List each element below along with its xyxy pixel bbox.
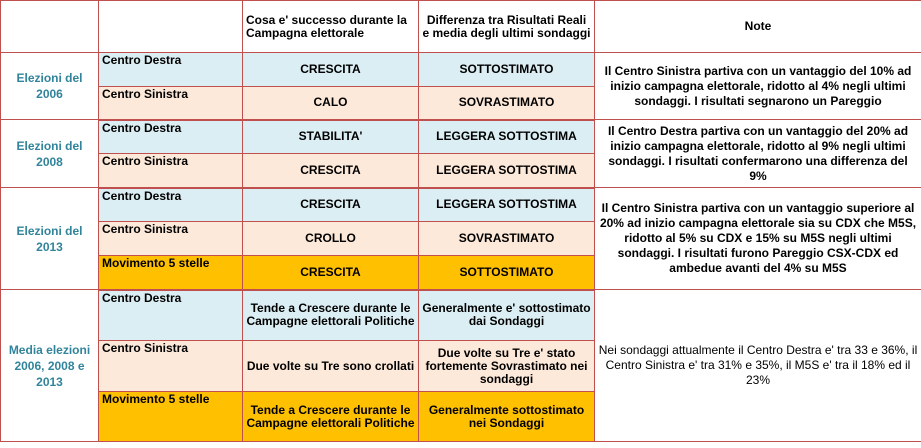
- group-label-media: Media elezioni 2006, 2008 e 2013: [1, 290, 99, 442]
- party-name: Centro Sinistra: [99, 341, 243, 392]
- party-name: Centro Destra: [99, 188, 243, 222]
- table-row: [1, 120, 921, 154]
- group-note-2008: Il Centro Destra partiva con un vantaggio del 20% ad inizio campagna elettorale, ridotto al 9% negli ultimi sondaggi. I risultati confermarono una differenza del 9%: [595, 120, 921, 188]
- difference-value: Generalmente e' sottostimato dai Sondaggi: [419, 290, 595, 341]
- campaign-value: Due volte su Tre sono crollati: [243, 341, 419, 392]
- header-row: [1, 1, 921, 53]
- difference-value: SOVRASTIMATO: [419, 87, 595, 120]
- campaign-value: CRESCITA: [243, 154, 419, 188]
- difference-value: LEGGERA SOTTOSTIMA: [419, 154, 595, 188]
- campaign-value: Tende a Crescere durante le Campagne elettorali Politiche: [243, 290, 419, 341]
- campaign-value: CROLLO: [243, 222, 419, 256]
- party-name: Movimento 5 stelle: [99, 256, 243, 290]
- campaign-value: CRESCITA: [243, 53, 419, 87]
- party-name: Centro Destra: [99, 120, 243, 154]
- party-name: Centro Sinistra: [99, 87, 243, 120]
- difference-value: SOTTOSTIMATO: [419, 256, 595, 290]
- party-name: Centro Destra: [99, 53, 243, 87]
- group-note-2006: Il Centro Sinistra partiva con un vantaggio del 10% ad inizio campagna elettorale, ridotto al 4% negli ultimi sondaggi. I risultati segnarono un Pareggio: [595, 53, 921, 120]
- campaign-value: CRESCITA: [243, 188, 419, 222]
- difference-value: SOVRASTIMATO: [419, 222, 595, 256]
- difference-value: Due volte su Tre e' stato fortemente Sovrastimato nei sondaggi: [419, 341, 595, 392]
- party-name: Movimento 5 stelle: [99, 392, 243, 442]
- header-notes: Note: [595, 1, 921, 53]
- header-campaign: Cosa e' successo durante la Campagna elettorale: [243, 1, 419, 53]
- party-name: Centro Sinistra: [99, 154, 243, 188]
- difference-value: LEGGERA SOTTOSTIMA: [419, 120, 595, 154]
- campaign-value: CRESCITA: [243, 256, 419, 290]
- header-empty-2: [99, 1, 243, 53]
- group-label-2013: Elezioni del 2013: [1, 188, 99, 290]
- table-row: [1, 53, 921, 87]
- group-note-media: Nei sondaggi attualmente il Centro Destra e' tra 33 e 36%, il Centro Sinistra e' tra 31% e 35%, il M5S e' tra il 18% ed il 23%: [595, 290, 921, 442]
- header-empty-1: [1, 1, 99, 53]
- campaign-value: STABILITA': [243, 120, 419, 154]
- group-label-2008: Elezioni del 2008: [1, 120, 99, 188]
- header-difference: Differenza tra Risultati Reali e media degli ultimi sondaggi: [419, 1, 595, 53]
- table-row: [1, 188, 921, 222]
- difference-value: LEGGERA SOTTOSTIMA: [419, 188, 595, 222]
- campaign-value: Tende a Crescere durante le Campagne elettorali Politiche: [243, 392, 419, 442]
- party-name: Centro Destra: [99, 290, 243, 341]
- table-row: [1, 290, 921, 341]
- difference-value: Generalmente sottostimato nei Sondaggi: [419, 392, 595, 442]
- difference-value: SOTTOSTIMATO: [419, 53, 595, 87]
- campaign-value: CALO: [243, 87, 419, 120]
- group-label-2006: Elezioni del 2006: [1, 53, 99, 120]
- group-note-2013: Il Centro Sinistra partiva con un vantaggio superiore al 20% ad inizio campagna elettorale sia su CDX che M5S, ridotto al 5% su CDX e 15% su M5S negli ultimi sondaggi. I risultati furono Pareggio CSX-CDX ed ambedue avanti del 4% su M5S: [595, 188, 921, 290]
- party-name: Centro Sinistra: [99, 222, 243, 256]
